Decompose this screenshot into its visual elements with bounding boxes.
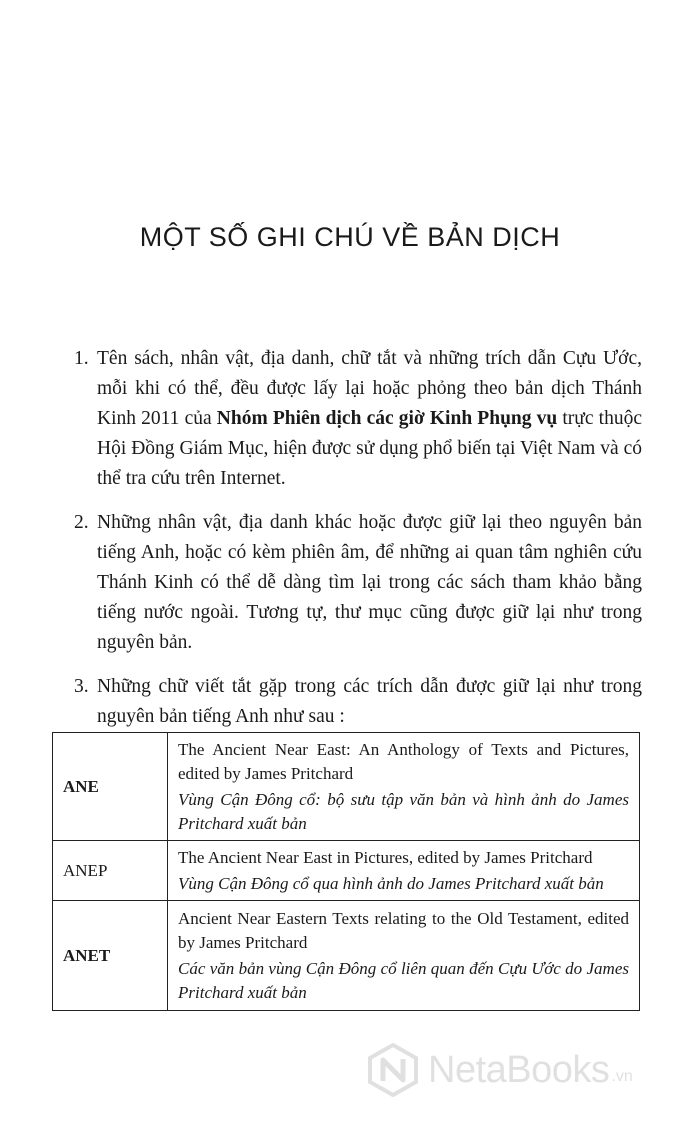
note-bold-text: Nhóm Phiên dịch các giờ Kinh Phụng vụ [216,408,558,429]
note-text: Những chữ viết tắt gặp trong các trích dẫn được giữ lại như trong nguyên bản tiếng Anh như sau : [97,676,642,727]
netabooks-logo-icon [366,1043,420,1097]
note-text: Những nhân vật, địa danh khác hoặc được giữ lại theo nguyên bản tiếng Anh, hoặc có kèm phiên âm, để những ai quan tâm nghiên cứu Thánh Kinh có thể dễ dàng tìm lại trong các sách tham khảo bằng tiếng nước ngoài. Tương tự, thư mục cũng được giữ lại như trong nguyên bản. [97,512,642,653]
abbreviation-cell: ANET [53,901,168,1011]
page-title: MỘT SỐ GHI CHÚ VỀ BẢN DỊCH [139,222,561,252]
vietnamese-title: Vùng Cận Đông cổ qua hình ảnh do James Pritchard xuất bản [178,873,604,893]
note-number: 3. [74,676,89,697]
english-title: The Ancient Near East: An Anthology of Texts and Pictures, edited by James Pritchard [178,739,629,783]
description-cell [168,901,640,1011]
table-row [53,733,640,841]
note-item-2 [52,508,642,658]
vietnamese-title: Các văn bản vùng Cận Đông cổ liên quan đến Cựu Ước do James Pritchard xuất bản [178,958,629,1002]
vietnamese-title: Vùng Cận Đông cổ: bộ sưu tập văn bản và hình ảnh do James Pritchard xuất bản [178,789,629,833]
english-title: Ancient Near Eastern Texts relating to the Old Testament, edited by James Pritchard [178,908,629,952]
english-title: The Ancient Near East in Pictures, edited by James Pritchard [178,847,593,867]
abbreviation-table [52,732,640,1011]
abbreviation-cell: ANEP [53,841,168,901]
note-number: 1. [74,348,89,369]
table-row [53,841,640,901]
table-row [53,901,640,1011]
watermark-brand: NetaBooks [428,1048,610,1091]
watermark-suffix: .vn [611,1068,633,1085]
description-cell [168,733,640,841]
watermark [366,1043,633,1097]
note-item-1 [52,344,642,494]
note-item-3 [52,672,642,732]
notes-list [52,344,642,746]
description-cell [168,841,640,901]
abbreviation-cell: ANE [53,733,168,841]
note-number: 2. [74,512,89,533]
note-text: Tên sách, nhân vật, địa danh, chữ tắt và những trích dẫn Cựu Ước, mỗi khi có thể, đều được lấy lại hoặc phỏng theo bản dịch Thánh Kinh 2011 của [97,348,642,429]
note-text: trực thuộc Hội Đồng Giám Mục, hiện được sử dụng phổ biến tại Việt Nam và có thể tra cứu trên Internet. [97,408,642,489]
